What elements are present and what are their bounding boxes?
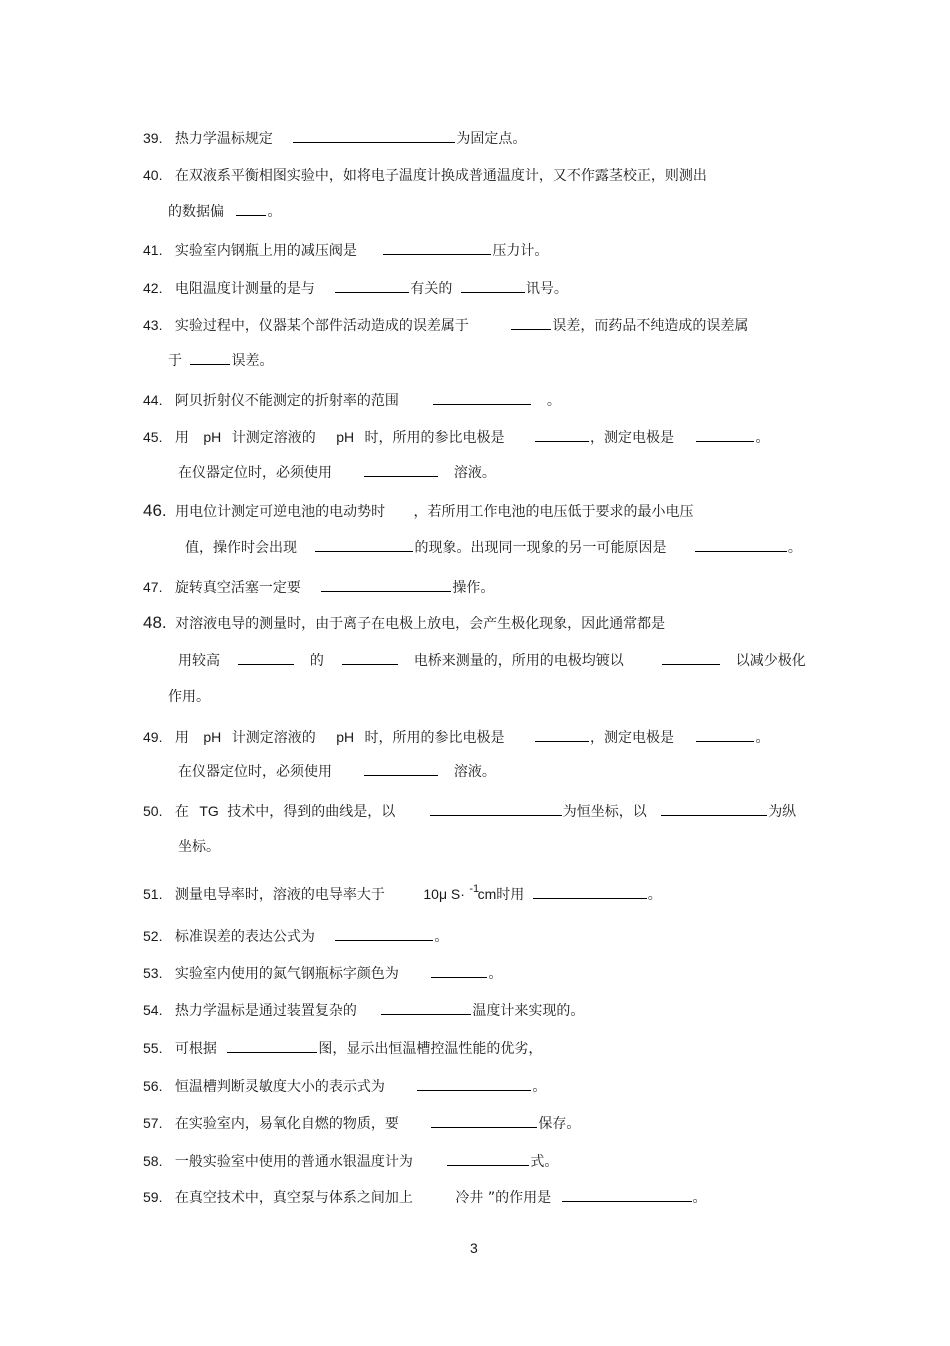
answer-blank[interactable] xyxy=(662,651,720,665)
answer-blank[interactable] xyxy=(431,1114,537,1128)
question-41 xyxy=(143,241,548,260)
question-text: 。 xyxy=(755,430,770,446)
question-45 xyxy=(143,428,769,447)
question-text: ，测定电极是 xyxy=(590,430,674,446)
question-text: pH xyxy=(203,729,222,745)
question-text: 时用 xyxy=(496,887,525,903)
question-43-cont xyxy=(168,351,273,370)
question-number: 41. xyxy=(143,242,163,258)
question-40 xyxy=(143,166,707,185)
question-47 xyxy=(143,578,494,597)
question-48 xyxy=(143,614,665,633)
question-number: 56. xyxy=(143,1078,163,1094)
answer-blank[interactable] xyxy=(190,351,230,365)
question-text: 时，所用的参比电极是 xyxy=(364,430,505,446)
question-number: 40. xyxy=(143,167,163,183)
question-42 xyxy=(143,279,568,298)
question-text: 热力学温标是通过装置复杂的 xyxy=(174,1003,357,1019)
question-39 xyxy=(143,129,526,148)
question-46-cont xyxy=(185,538,802,557)
answer-blank[interactable] xyxy=(696,728,754,742)
question-48-cont2 xyxy=(168,688,210,706)
question-text: 计测定溶液的 xyxy=(231,730,316,746)
answer-blank[interactable] xyxy=(696,428,754,442)
question-text: 在真空技术中，真空泵与体系之间加上 xyxy=(174,1190,413,1206)
question-text: 操作。 xyxy=(452,580,495,596)
question-text: 用 xyxy=(174,430,189,446)
question-50-cont xyxy=(178,838,220,856)
question-43 xyxy=(143,316,748,335)
answer-blank[interactable] xyxy=(430,802,562,816)
question-text: 。 xyxy=(787,540,802,556)
question-text: 的现象。出现同一现象的另一可能原因是 xyxy=(414,540,667,556)
question-text: 讯号。 xyxy=(525,281,568,297)
question-49-cont xyxy=(178,762,496,781)
question-number: 50. xyxy=(143,803,163,819)
question-text: 的数据偏 xyxy=(168,204,224,220)
question-text: 在仪器定位时，必须使用 xyxy=(178,764,332,780)
question-text: 。 xyxy=(488,966,503,982)
question-58 xyxy=(143,1152,558,1171)
question-text: 保存。 xyxy=(538,1116,581,1132)
question-number: 44. xyxy=(143,392,163,408)
question-59 xyxy=(143,1188,707,1207)
question-number: 43. xyxy=(143,317,163,333)
answer-blank[interactable] xyxy=(562,1188,692,1202)
question-text: 阿贝折射仪不能测定的折射率的范围 xyxy=(174,393,399,409)
answer-blank[interactable] xyxy=(695,538,787,552)
question-text: 一般实验室中使用的普通水银温度计为 xyxy=(174,1154,413,1170)
question-text: 电阻温度计测量的是与 xyxy=(174,281,315,297)
question-text: 在实验室内，易氧化自燃的物质，要 xyxy=(174,1116,399,1132)
question-number: 55. xyxy=(143,1040,163,1056)
question-text: 实验过程中，仪器某个部件活动造成的误差属于 xyxy=(174,318,469,334)
question-57 xyxy=(143,1114,580,1133)
question-text: 实验室内使用的氮气钢瓶标字颜色为 xyxy=(174,966,399,982)
answer-blank[interactable] xyxy=(447,1152,529,1166)
question-text: 温度计来实现的。 xyxy=(472,1003,585,1019)
question-text: 作用。 xyxy=(168,689,210,705)
answer-blank[interactable] xyxy=(227,1039,317,1053)
question-46 xyxy=(143,502,694,521)
question-number: 54. xyxy=(143,1002,163,1018)
question-44 xyxy=(143,391,561,410)
question-number: 51. xyxy=(143,886,163,902)
answer-blank[interactable] xyxy=(364,762,438,776)
question-number: 48. xyxy=(143,613,167,632)
question-number: 58. xyxy=(143,1153,163,1169)
question-number: 52. xyxy=(143,928,163,944)
question-text: 压力计。 xyxy=(492,243,549,259)
question-text: 旋转真空活塞一定要 xyxy=(174,580,301,596)
answer-blank[interactable] xyxy=(511,316,551,330)
unit-text: 10μ S· xyxy=(423,886,465,902)
question-text: 冷井 ”的作用是 xyxy=(455,1190,552,1206)
question-text: ，若所用工作电池的电压低于要求的最小电压 xyxy=(413,504,694,520)
answer-blank[interactable] xyxy=(661,802,767,816)
answer-blank[interactable] xyxy=(335,927,433,941)
question-text: 溶液。 xyxy=(453,764,496,780)
question-text: 热力学温标规定 xyxy=(174,131,273,147)
question-53 xyxy=(143,964,502,983)
question-text: 在仪器定位时，必须使用 xyxy=(178,465,332,481)
question-50 xyxy=(143,802,796,821)
answer-blank[interactable] xyxy=(383,241,491,255)
question-text: 恒温槽判断灵敏度大小的表示式为 xyxy=(174,1079,385,1095)
answer-blank[interactable] xyxy=(364,463,438,477)
answer-blank[interactable] xyxy=(431,964,487,978)
question-text: 误差，而药品不纯造成的误差属 xyxy=(552,318,749,334)
answer-blank[interactable] xyxy=(236,202,266,216)
question-text: 实验室内钢瓶上用的减压阀是 xyxy=(174,243,357,259)
question-55 xyxy=(143,1039,542,1058)
question-text: 。 xyxy=(267,204,282,220)
question-text: pH xyxy=(336,729,355,745)
question-text: pH xyxy=(336,429,355,445)
question-text: 。 xyxy=(532,1079,547,1095)
question-text: 对溶液电导的测量时，由于离子在电极上放电，会产生极化现象，因此通常都是 xyxy=(175,616,666,632)
question-text: 。 xyxy=(546,393,561,409)
question-56 xyxy=(143,1077,546,1096)
question-number: 53. xyxy=(143,965,163,981)
question-number: 49. xyxy=(143,729,163,745)
answer-blank[interactable] xyxy=(433,391,531,405)
question-48-cont xyxy=(178,651,806,670)
question-text: 计测定溶液的 xyxy=(231,430,316,446)
question-text: 有关的 xyxy=(410,281,453,297)
question-text: 为固定点。 xyxy=(456,131,527,147)
question-number: 57. xyxy=(143,1115,163,1131)
question-text: 。 xyxy=(755,730,770,746)
answer-blank[interactable] xyxy=(461,279,525,293)
question-text: 图，显示出恒温槽控温性能的优劣， xyxy=(318,1041,543,1057)
question-text: TG xyxy=(199,803,219,819)
question-text: 技术中，得到的曲线是，以 xyxy=(227,804,396,820)
question-number: 39. xyxy=(143,130,163,146)
question-text: ，测定电极是 xyxy=(590,730,674,746)
answer-blank[interactable] xyxy=(535,428,589,442)
answer-blank[interactable] xyxy=(535,728,589,742)
answer-blank[interactable] xyxy=(342,651,398,665)
question-text: 。 xyxy=(647,887,662,903)
unit-text: cm xyxy=(477,886,497,902)
question-text: 坐标。 xyxy=(178,839,220,855)
question-52 xyxy=(143,927,448,946)
question-text: 用电位计测定可逆电池的电动势时 xyxy=(175,504,386,520)
answer-blank[interactable] xyxy=(321,578,451,592)
question-text: 标准误差的表达公式为 xyxy=(174,929,315,945)
question-text: 误差。 xyxy=(231,353,274,369)
question-text: 。 xyxy=(692,1190,707,1206)
question-text: 于 xyxy=(168,353,182,369)
question-number: 59. xyxy=(143,1189,163,1205)
question-51 xyxy=(143,885,662,905)
question-text: 为纵 xyxy=(768,804,797,820)
answer-blank[interactable] xyxy=(238,651,294,665)
page-number: 3 xyxy=(470,1240,478,1256)
question-text: 测量电导率时，溶液的电导率大于 xyxy=(174,887,385,903)
question-text: 的 xyxy=(309,653,324,669)
question-text: 式。 xyxy=(530,1154,559,1170)
question-40-cont xyxy=(168,202,281,221)
question-number: 45. xyxy=(143,429,163,445)
question-text: pH xyxy=(203,429,222,445)
question-49 xyxy=(143,728,769,747)
answer-blank[interactable] xyxy=(533,885,647,899)
answer-blank[interactable] xyxy=(315,538,413,552)
answer-blank[interactable] xyxy=(381,1001,471,1015)
question-text: 溶液。 xyxy=(453,465,496,481)
question-text: 值，操作时会出现 xyxy=(185,540,297,556)
question-text: 在双液系平衡相图实验中，如将电子温度计换成普通温度计，又不作露茎校正，则测出 xyxy=(174,168,707,184)
question-text: 为恒坐标，以 xyxy=(562,804,647,820)
question-text: 用 xyxy=(174,730,189,746)
answer-blank[interactable] xyxy=(417,1077,531,1091)
question-54 xyxy=(143,1001,584,1020)
question-number: 47. xyxy=(143,579,163,595)
question-text: 电桥来测量的，所用的电极均镀以 xyxy=(413,653,624,669)
question-text: 。 xyxy=(434,929,449,945)
question-text: 以减少极化 xyxy=(735,653,806,669)
question-number: 42. xyxy=(143,280,163,296)
question-text: 可根据 xyxy=(174,1041,217,1057)
unit-superscript: -1 xyxy=(469,883,480,895)
question-text: 在 xyxy=(174,804,189,820)
question-number: 46. xyxy=(143,501,167,520)
question-text: 用较高 xyxy=(178,653,220,669)
answer-blank[interactable] xyxy=(293,129,455,143)
question-45-cont xyxy=(178,463,496,482)
question-text: 时，所用的参比电极是 xyxy=(364,730,505,746)
answer-blank[interactable] xyxy=(335,279,409,293)
